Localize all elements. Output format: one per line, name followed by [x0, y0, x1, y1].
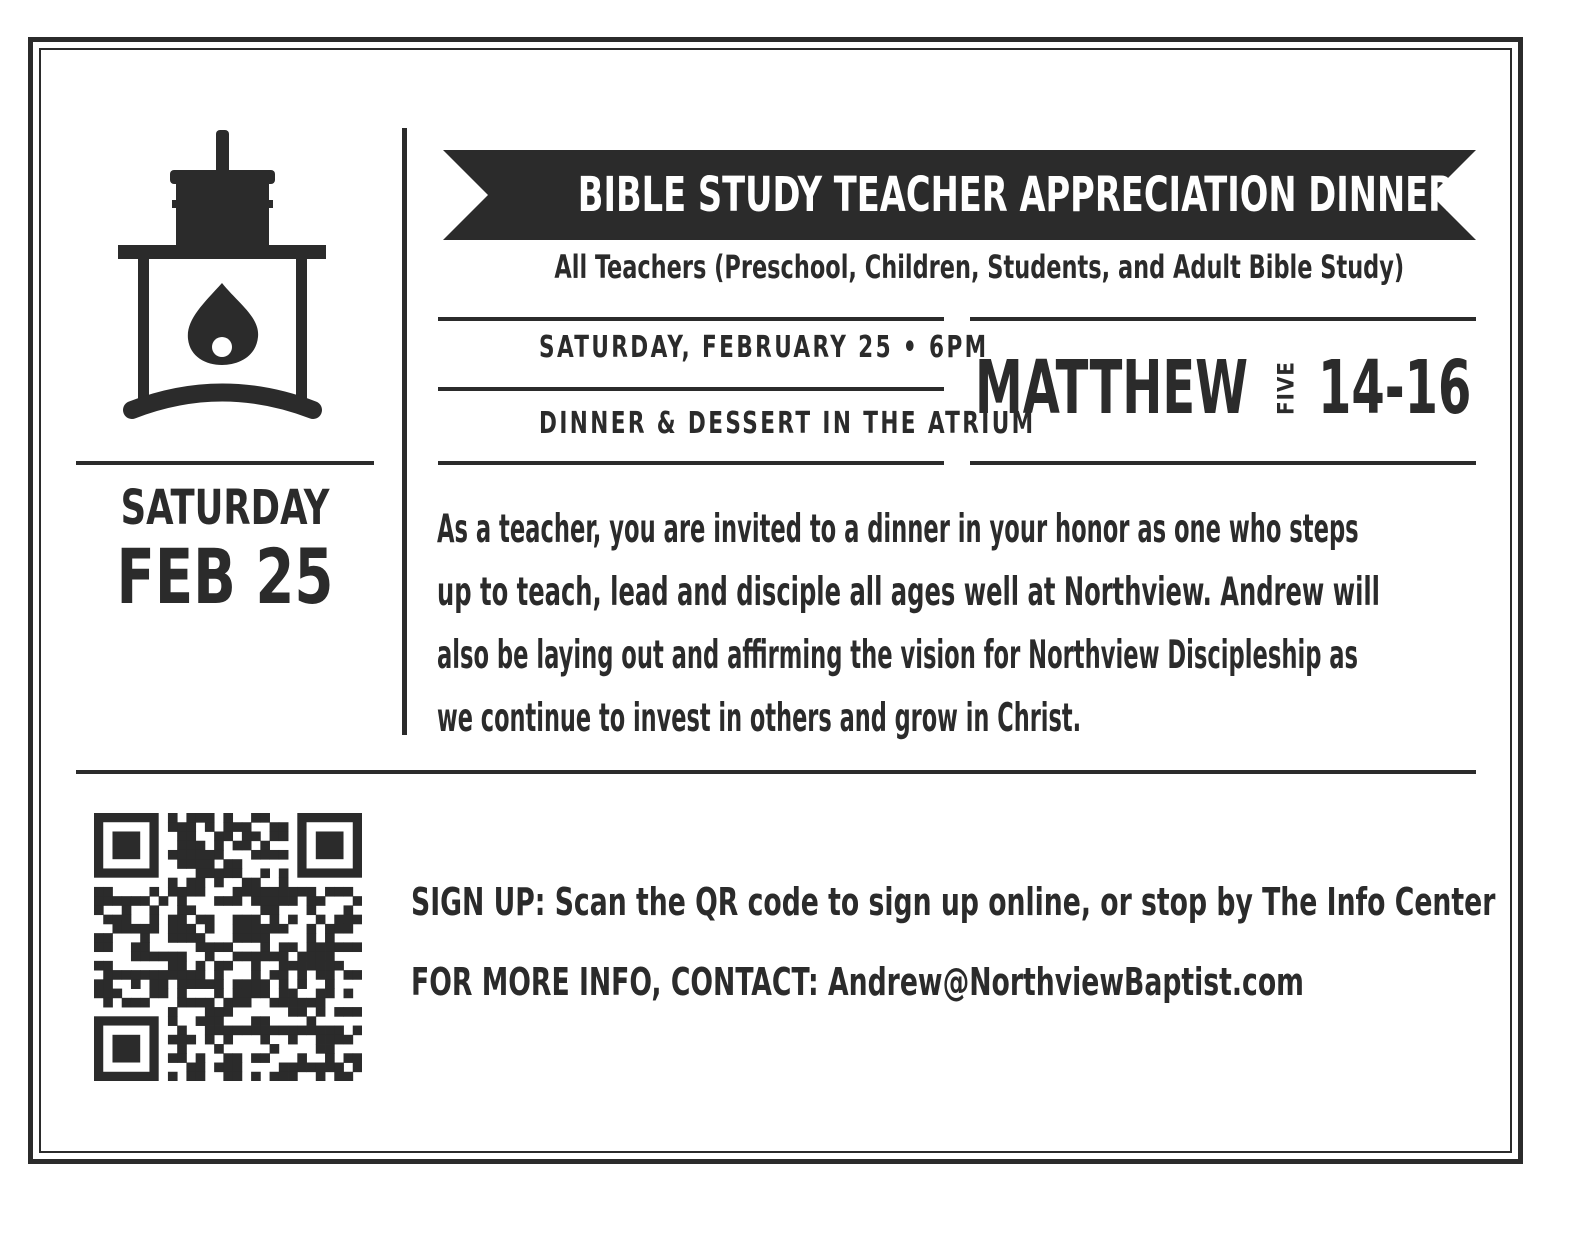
sidebar-date: FEB 25 — [116, 532, 334, 621]
event-location: DINNER & DESSERT IN THE ATRIUM — [539, 406, 1036, 441]
event-title: BIBLE STUDY TEACHER APPRECIATION DINNER — [577, 167, 1455, 223]
scripture-book: MATTHEW — [975, 345, 1249, 431]
sidebar-divider — [76, 461, 374, 465]
scripture-tag — [1268, 356, 1306, 420]
body-line: also be laying out and affirming the vision for Northview Discipleship as — [437, 633, 1359, 678]
scripture-tag-text: FIVE — [1274, 361, 1300, 415]
details-rule-bottom — [438, 461, 944, 465]
lamp-with-flame-icon — [110, 125, 335, 425]
event-datetime: SATURDAY, FEBRUARY 25 • 6PM — [539, 330, 989, 365]
audience-subtitle: All Teachers (Preschool, Children, Students, and Adult Bible Study) — [554, 248, 1405, 286]
body-line: we continue to invest in others and grow in Christ. — [437, 696, 1082, 741]
body-line: up to teach, lead and disciple all ages well at Northview. Andrew will — [437, 570, 1380, 615]
signup-text: SIGN UP: Scan the QR code to sign up online, or stop by The Info Center — [411, 880, 1496, 924]
scripture-rule-top — [970, 317, 1476, 321]
invitation-body — [437, 498, 1477, 750]
qr-code-icon[interactable] — [94, 813, 362, 1081]
details-rule-top — [438, 317, 944, 321]
contact-text[interactable]: FOR MORE INFO, CONTACT: Andrew@NorthviewBaptist.com — [411, 960, 1304, 1004]
scripture-rule-bottom — [970, 461, 1476, 465]
body-line: As a teacher, you are invited to a dinner in your honor as one who steps — [437, 507, 1359, 552]
scripture-range: 14-16 — [1318, 345, 1472, 431]
footer-divider — [76, 770, 1476, 774]
vertical-divider — [402, 128, 407, 735]
sidebar-day: SATURDAY — [120, 480, 330, 536]
details-rule-middle — [438, 387, 944, 391]
